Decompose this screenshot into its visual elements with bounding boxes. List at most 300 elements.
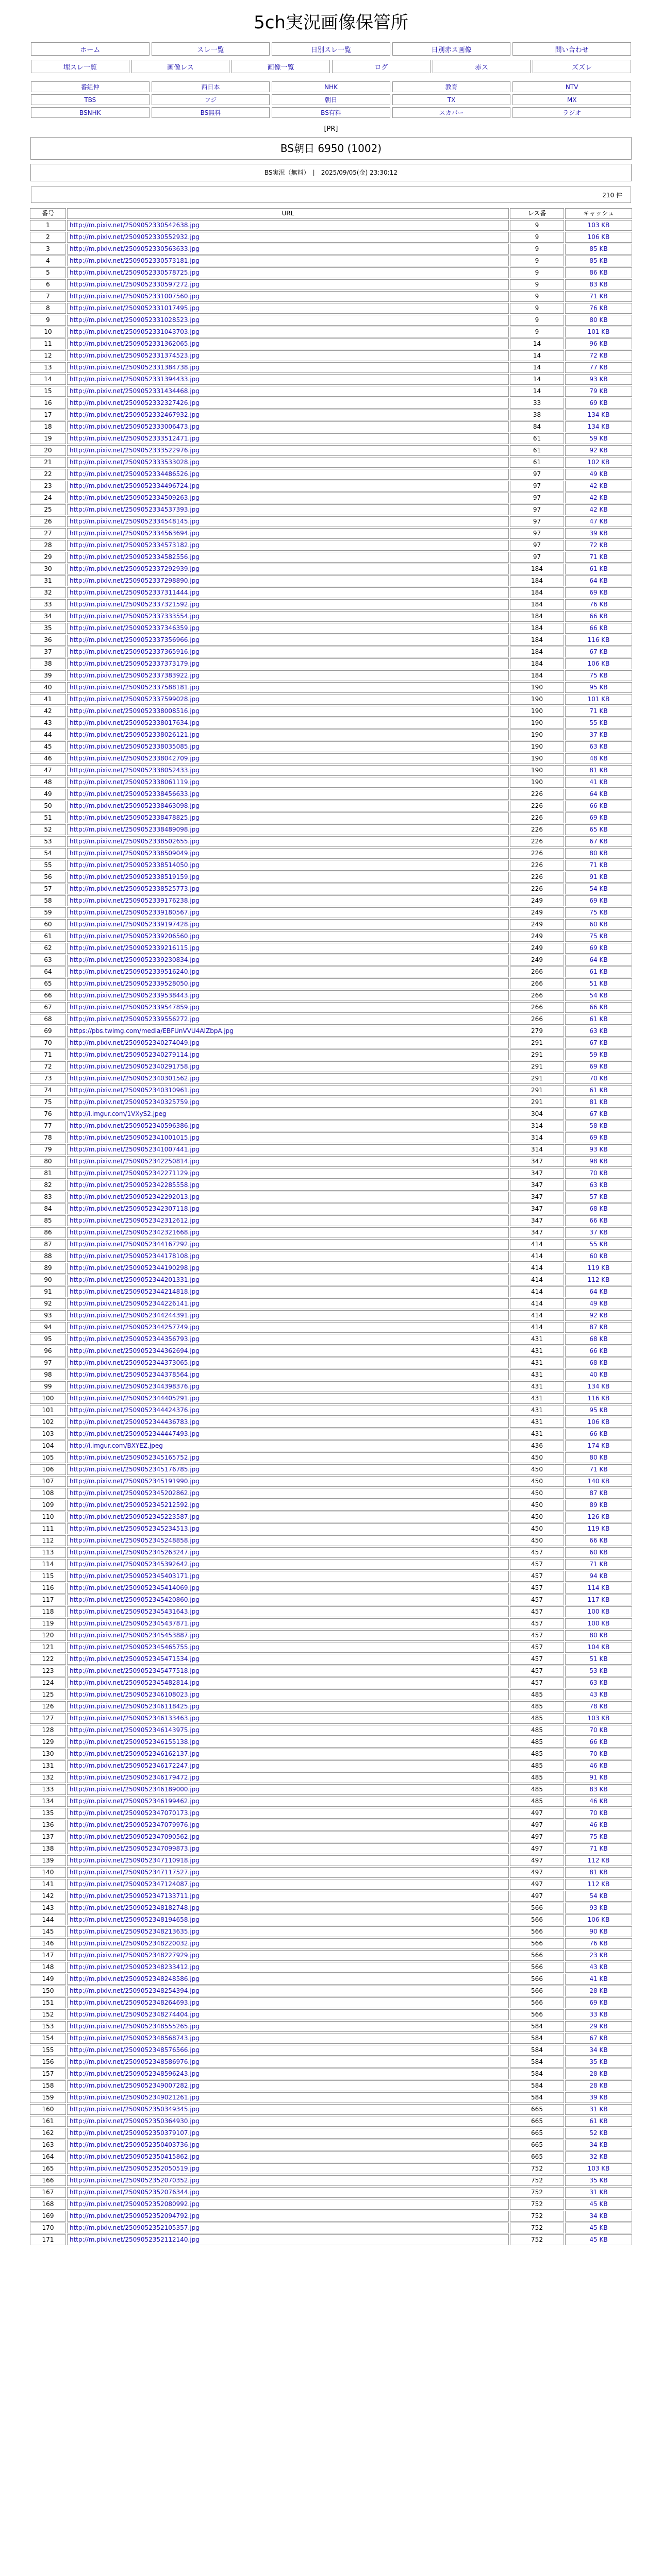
cache-link[interactable]: 49 KB: [589, 1300, 608, 1307]
cache-link[interactable]: 174 KB: [587, 1442, 610, 1449]
image-url-link[interactable]: http://m.pixiv.net/2509052330552932.jpg: [70, 233, 200, 241]
cache-link[interactable]: 55 KB: [589, 719, 608, 726]
cache-link[interactable]: 101 KB: [587, 696, 610, 703]
cache-link[interactable]: 61 KB: [589, 565, 608, 572]
cache-link[interactable]: 63 KB: [589, 743, 608, 750]
image-url-link[interactable]: http://m.pixiv.net/2509052339528050.jpg: [70, 980, 200, 987]
cache-link[interactable]: 77 KB: [589, 364, 608, 371]
image-url-link[interactable]: http://m.pixiv.net/2509052341001015.jpg: [70, 1134, 200, 1141]
board-link[interactable]: ラジオ: [562, 109, 582, 116]
cache-link[interactable]: 140 KB: [587, 1478, 610, 1485]
cache-link[interactable]: 54 KB: [589, 992, 608, 999]
image-url-link[interactable]: http://m.pixiv.net/2509052331362065.jpg: [70, 340, 200, 347]
cache-link[interactable]: 63 KB: [589, 1181, 608, 1189]
cache-link[interactable]: 37 KB: [589, 1229, 608, 1236]
cache-link[interactable]: 70 KB: [589, 1075, 608, 1082]
cache-link[interactable]: 66 KB: [589, 1004, 608, 1011]
cache-link[interactable]: 119 KB: [587, 1525, 610, 1532]
cache-link[interactable]: 81 KB: [589, 1869, 608, 1876]
cache-link[interactable]: 67 KB: [589, 838, 608, 845]
cache-link[interactable]: 89 KB: [589, 1501, 608, 1509]
image-url-link[interactable]: http://m.pixiv.net/2509052346143975.jpg: [70, 1726, 200, 1734]
board-link[interactable]: スカパー: [439, 109, 464, 116]
cache-link[interactable]: 75 KB: [589, 933, 608, 940]
cache-link[interactable]: 100 KB: [587, 1620, 610, 1627]
image-url-link[interactable]: http://m.pixiv.net/2509052347070173.jpg: [70, 1809, 200, 1817]
image-url-link[interactable]: http://m.pixiv.net/2509052346172247.jpg: [70, 1762, 200, 1769]
image-url-link[interactable]: http://m.pixiv.net/2509052338061119.jpg: [70, 778, 200, 786]
image-url-link[interactable]: http://m.pixiv.net/2509052338017634.jpg: [70, 719, 200, 726]
cache-link[interactable]: 23 KB: [589, 1952, 608, 1959]
cache-link[interactable]: 46 KB: [589, 1762, 608, 1769]
cache-link[interactable]: 95 KB: [589, 1406, 608, 1414]
image-url-link[interactable]: http://m.pixiv.net/2509052350415862.jpg: [70, 2153, 200, 2160]
cache-link[interactable]: 112 KB: [587, 1857, 610, 1864]
cache-link[interactable]: 42 KB: [589, 494, 608, 501]
image-url-link[interactable]: http://m.pixiv.net/2509052342312612.jpg: [70, 1217, 200, 1224]
image-url-link[interactable]: http://m.pixiv.net/2509052345212592.jpg: [70, 1501, 200, 1509]
cache-link[interactable]: 61 KB: [589, 2117, 608, 2125]
image-url-link[interactable]: http://m.pixiv.net/2509052331384738.jpg: [70, 364, 200, 371]
image-url-link[interactable]: http://m.pixiv.net/2509052334486526.jpg: [70, 470, 200, 478]
cache-link[interactable]: 106 KB: [587, 660, 610, 667]
image-url-link[interactable]: http://m.pixiv.net/2509052344201331.jpg: [70, 1276, 200, 1283]
cache-link[interactable]: 28 KB: [589, 1987, 608, 1994]
image-url-link[interactable]: http://m.pixiv.net/2509052345437871.jpg: [70, 1620, 200, 1627]
image-url-link[interactable]: http://m.pixiv.net/2509052347099873.jpg: [70, 1845, 200, 1852]
image-url-link[interactable]: http://m.pixiv.net/2509052339180567.jpg: [70, 909, 200, 916]
image-url-link[interactable]: http://m.pixiv.net/2509052347110918.jpg: [70, 1857, 200, 1864]
image-url-link[interactable]: http://m.pixiv.net/2509052339206560.jpg: [70, 933, 200, 940]
image-url-link[interactable]: http://m.pixiv.net/2509052331043703.jpg: [70, 328, 200, 335]
image-url-link[interactable]: http://m.pixiv.net/2509052348227929.jpg: [70, 1952, 200, 1959]
cache-link[interactable]: 35 KB: [589, 2058, 608, 2065]
image-url-link[interactable]: http://m.pixiv.net/2509052348555265.jpg: [70, 2023, 200, 2030]
image-url-link[interactable]: http://m.pixiv.net/2509052344378564.jpg: [70, 1371, 200, 1378]
cache-link[interactable]: 68 KB: [589, 1205, 608, 1212]
image-url-link[interactable]: http://m.pixiv.net/2509052347124087.jpg: [70, 1880, 200, 1888]
cache-link[interactable]: 46 KB: [589, 1821, 608, 1828]
cache-link[interactable]: 92 KB: [589, 1312, 608, 1319]
cache-link[interactable]: 116 KB: [587, 636, 610, 643]
image-url-link[interactable]: http://m.pixiv.net/2509052338519159.jpg: [70, 873, 200, 880]
cache-link[interactable]: 37 KB: [589, 731, 608, 738]
cache-link[interactable]: 72 KB: [589, 352, 608, 359]
board-link[interactable]: 番組仲: [80, 83, 100, 91]
image-url-link[interactable]: http://m.pixiv.net/2509052340291758.jpg: [70, 1063, 200, 1070]
cache-link[interactable]: 40 KB: [589, 1371, 608, 1378]
cache-link[interactable]: 85 KB: [589, 245, 608, 252]
image-url-link[interactable]: http://m.pixiv.net/2509052338502655.jpg: [70, 838, 200, 845]
cache-link[interactable]: 96 KB: [589, 340, 608, 347]
image-url-link[interactable]: http://m.pixiv.net/2509052339230834.jpg: [70, 956, 200, 963]
image-url-link[interactable]: http://m.pixiv.net/2509052346133463.jpg: [70, 1715, 200, 1722]
image-url-link[interactable]: http://m.pixiv.net/2509052331017495.jpg: [70, 304, 200, 312]
image-url-link[interactable]: http://m.pixiv.net/2509052339197428.jpg: [70, 921, 200, 928]
cache-link[interactable]: 106 KB: [587, 1418, 610, 1426]
cache-link[interactable]: 90 KB: [589, 1928, 608, 1935]
cache-link[interactable]: 69 KB: [589, 897, 608, 904]
cache-link[interactable]: 49 KB: [589, 470, 608, 478]
cache-link[interactable]: 66 KB: [589, 802, 608, 809]
cache-link[interactable]: 83 KB: [589, 281, 608, 288]
image-url-link[interactable]: http://m.pixiv.net/2509052348596243.jpg: [70, 2070, 200, 2077]
image-url-link[interactable]: http://m.pixiv.net/2509052342285558.jpg: [70, 1181, 200, 1189]
image-url-link[interactable]: http://m.pixiv.net/2509052346108023.jpg: [70, 1691, 200, 1698]
image-url-link[interactable]: http://m.pixiv.net/2509052344244391.jpg: [70, 1312, 200, 1319]
cache-link[interactable]: 41 KB: [589, 778, 608, 786]
cache-link[interactable]: 72 KB: [589, 541, 608, 549]
cache-link[interactable]: 104 KB: [587, 1643, 610, 1651]
image-url-link[interactable]: http://m.pixiv.net/2509052346155138.jpg: [70, 1738, 200, 1745]
image-url-link[interactable]: http://m.pixiv.net/2509052352080992.jpg: [70, 2200, 200, 2208]
cache-link[interactable]: 103 KB: [587, 1715, 610, 1722]
cache-link[interactable]: 48 KB: [589, 755, 608, 762]
image-url-link[interactable]: http://m.pixiv.net/2509052348233412.jpg: [70, 1963, 200, 1971]
cache-link[interactable]: 112 KB: [587, 1880, 610, 1888]
image-url-link[interactable]: http://m.pixiv.net/2509052345248858.jpg: [70, 1537, 200, 1544]
cache-link[interactable]: 39 KB: [589, 2094, 608, 2101]
cache-link[interactable]: 134 KB: [587, 423, 610, 430]
cache-link[interactable]: 80 KB: [589, 1632, 608, 1639]
image-url-link[interactable]: http://m.pixiv.net/2509052338509049.jpg: [70, 850, 200, 857]
image-url-link[interactable]: http://m.pixiv.net/2509052346162137.jpg: [70, 1750, 200, 1757]
image-url-link[interactable]: http://m.pixiv.net/2509052333006473.jpg: [70, 423, 200, 430]
image-url-link[interactable]: http://m.pixiv.net/2509052344436783.jpg: [70, 1418, 200, 1426]
image-url-link[interactable]: http://m.pixiv.net/2509052345392642.jpg: [70, 1561, 200, 1568]
image-url-link[interactable]: http://m.pixiv.net/2509052346179472.jpg: [70, 1774, 200, 1781]
image-url-link[interactable]: http://m.pixiv.net/2509052340310961.jpg: [70, 1087, 200, 1094]
board-link[interactable]: TBS: [84, 96, 96, 104]
cache-link[interactable]: 100 KB: [587, 1608, 610, 1615]
cache-link[interactable]: 33 KB: [589, 2011, 608, 2018]
cache-link[interactable]: 75 KB: [589, 909, 608, 916]
cache-link[interactable]: 103 KB: [587, 2165, 610, 2172]
image-url-link[interactable]: http://m.pixiv.net/2509052338525773.jpg: [70, 885, 200, 892]
cache-link[interactable]: 80 KB: [589, 850, 608, 857]
board-link[interactable]: 朝日: [324, 96, 337, 104]
cache-link[interactable]: 69 KB: [589, 944, 608, 952]
image-url-link[interactable]: http://m.pixiv.net/2509052338008516.jpg: [70, 707, 200, 715]
image-url-link[interactable]: http://m.pixiv.net/2509052334582556.jpg: [70, 553, 200, 561]
cache-link[interactable]: 57 KB: [589, 1193, 608, 1200]
image-url-link[interactable]: http://m.pixiv.net/2509052330542638.jpg: [70, 222, 200, 229]
image-url-link[interactable]: http://m.pixiv.net/2509052345223587.jpg: [70, 1513, 200, 1520]
cache-link[interactable]: 71 KB: [589, 553, 608, 561]
nav-link[interactable]: 赤ス: [474, 63, 488, 72]
cache-link[interactable]: 69 KB: [589, 399, 608, 406]
image-url-link[interactable]: http://m.pixiv.net/2509052346199462.jpg: [70, 1798, 200, 1805]
cache-link[interactable]: 66 KB: [589, 1217, 608, 1224]
cache-link[interactable]: 102 KB: [587, 459, 610, 466]
image-url-link[interactable]: http://i.imgur.com/BXYEZ.jpeg: [70, 1442, 163, 1449]
image-url-link[interactable]: http://m.pixiv.net/2509052338456633.jpg: [70, 790, 200, 798]
cache-link[interactable]: 114 KB: [587, 1584, 610, 1591]
image-url-link[interactable]: http://m.pixiv.net/2509052341007441.jpg: [70, 1146, 200, 1153]
image-url-link[interactable]: http://m.pixiv.net/2509052345453887.jpg: [70, 1632, 200, 1639]
cache-link[interactable]: 69 KB: [589, 814, 608, 821]
cache-link[interactable]: 34 KB: [589, 2046, 608, 2054]
cache-link[interactable]: 42 KB: [589, 506, 608, 513]
cache-link[interactable]: 42 KB: [589, 482, 608, 489]
image-url-link[interactable]: http://m.pixiv.net/2509052338478825.jpg: [70, 814, 200, 821]
image-url-link[interactable]: http://m.pixiv.net/2509052344373065.jpg: [70, 1359, 200, 1366]
cache-link[interactable]: 91 KB: [589, 873, 608, 880]
cache-link[interactable]: 58 KB: [589, 1122, 608, 1129]
cache-link[interactable]: 29 KB: [589, 2023, 608, 2030]
image-url-link[interactable]: http://m.pixiv.net/2509052330573181.jpg: [70, 257, 200, 264]
image-url-link[interactable]: http://m.pixiv.net/2509052345420860.jpg: [70, 1596, 200, 1603]
image-url-link[interactable]: http://m.pixiv.net/2509052352076344.jpg: [70, 2189, 200, 2196]
cache-link[interactable]: 54 KB: [589, 885, 608, 892]
image-url-link[interactable]: http://m.pixiv.net/2509052337321592.jpg: [70, 601, 200, 608]
cache-link[interactable]: 76 KB: [589, 1940, 608, 1947]
cache-link[interactable]: 75 KB: [589, 672, 608, 679]
image-url-link[interactable]: http://m.pixiv.net/2509052345414069.jpg: [70, 1584, 200, 1591]
image-url-link[interactable]: http://m.pixiv.net/2509052344178108.jpg: [70, 1252, 200, 1260]
nav-link[interactable]: 埋スレ一覧: [63, 63, 97, 72]
cache-link[interactable]: 65 KB: [589, 826, 608, 833]
board-link[interactable]: フジ: [204, 96, 217, 104]
image-url-link[interactable]: http://m.pixiv.net/2509052337311444.jpg: [70, 589, 200, 596]
image-url-link[interactable]: http://m.pixiv.net/2509052350349345.jpg: [70, 2106, 200, 2113]
cache-link[interactable]: 61 KB: [589, 1015, 608, 1023]
cache-link[interactable]: 106 KB: [587, 233, 610, 241]
image-url-link[interactable]: http://m.pixiv.net/2509052346189000.jpg: [70, 1786, 200, 1793]
image-url-link[interactable]: http://m.pixiv.net/2509052344167292.jpg: [70, 1241, 200, 1248]
cache-link[interactable]: 106 KB: [587, 1916, 610, 1923]
cache-link[interactable]: 116 KB: [587, 1395, 610, 1402]
image-url-link[interactable]: http://m.pixiv.net/2509052345202862.jpg: [70, 1489, 200, 1497]
cache-link[interactable]: 76 KB: [589, 304, 608, 312]
image-url-link[interactable]: http://m.pixiv.net/2509052334509263.jpg: [70, 494, 200, 501]
image-url-link[interactable]: http://m.pixiv.net/2509052331374523.jpg: [70, 352, 200, 359]
cache-link[interactable]: 101 KB: [587, 328, 610, 335]
image-url-link[interactable]: http://m.pixiv.net/2509052348586976.jpg: [70, 2058, 200, 2065]
image-url-link[interactable]: http://m.pixiv.net/2509052347117527.jpg: [70, 1869, 200, 1876]
image-url-link[interactable]: http://m.pixiv.net/2509052348274404.jpg: [70, 2011, 200, 2018]
cache-link[interactable]: 64 KB: [589, 956, 608, 963]
image-url-link[interactable]: http://m.pixiv.net/2509052338042709.jpg: [70, 755, 200, 762]
image-url-link[interactable]: http://m.pixiv.net/2509052348264693.jpg: [70, 1999, 200, 2006]
cache-link[interactable]: 103 KB: [587, 222, 610, 229]
cache-link[interactable]: 69 KB: [589, 1999, 608, 2006]
cache-link[interactable]: 81 KB: [589, 1098, 608, 1106]
cache-link[interactable]: 70 KB: [589, 1750, 608, 1757]
cache-link[interactable]: 61 KB: [589, 968, 608, 975]
cache-link[interactable]: 71 KB: [589, 1845, 608, 1852]
image-url-link[interactable]: http://m.pixiv.net/2509052330597272.jpg: [70, 281, 200, 288]
cache-link[interactable]: 79 KB: [589, 387, 608, 395]
image-url-link[interactable]: http://m.pixiv.net/2509052344190298.jpg: [70, 1264, 200, 1272]
cache-link[interactable]: 70 KB: [589, 1170, 608, 1177]
cache-link[interactable]: 69 KB: [589, 589, 608, 596]
image-url-link[interactable]: http://m.pixiv.net/2509052345263247.jpg: [70, 1549, 200, 1556]
image-url-link[interactable]: http://m.pixiv.net/2509052346118425.jpg: [70, 1703, 200, 1710]
image-url-link[interactable]: http://m.pixiv.net/2509052330578725.jpg: [70, 269, 200, 276]
cache-link[interactable]: 59 KB: [589, 435, 608, 442]
cache-link[interactable]: 83 KB: [589, 1786, 608, 1793]
cache-link[interactable]: 66 KB: [589, 1537, 608, 1544]
cache-link[interactable]: 68 KB: [589, 1359, 608, 1366]
nav-link[interactable]: 日別赤ス画像: [431, 46, 472, 54]
image-url-link[interactable]: http://m.pixiv.net/2509052334496724.jpg: [70, 482, 200, 489]
image-url-link[interactable]: http://m.pixiv.net/2509052340596386.jpg: [70, 1122, 200, 1129]
image-url-link[interactable]: http://m.pixiv.net/2509052345477518.jpg: [70, 1667, 200, 1674]
image-url-link[interactable]: http://m.pixiv.net/2509052342292013.jpg: [70, 1193, 200, 1200]
image-url-link[interactable]: http://m.pixiv.net/2509052337356966.jpg: [70, 636, 200, 643]
cache-link[interactable]: 43 KB: [589, 1963, 608, 1971]
cache-link[interactable]: 66 KB: [589, 1738, 608, 1745]
cache-link[interactable]: 31 KB: [589, 2106, 608, 2113]
cache-link[interactable]: 45 KB: [589, 2200, 608, 2208]
image-url-link[interactable]: http://m.pixiv.net/2509052342271129.jpg: [70, 1170, 200, 1177]
image-url-link[interactable]: http://m.pixiv.net/2509052348182748.jpg: [70, 1904, 200, 1911]
cache-link[interactable]: 80 KB: [589, 1454, 608, 1461]
image-url-link[interactable]: http://m.pixiv.net/2509052337298890.jpg: [70, 577, 200, 584]
cache-link[interactable]: 92 KB: [589, 447, 608, 454]
image-url-link[interactable]: http://m.pixiv.net/2509052352070352.jpg: [70, 2177, 200, 2184]
image-url-link[interactable]: http://m.pixiv.net/2509052347079976.jpg: [70, 1821, 200, 1828]
image-url-link[interactable]: http://m.pixiv.net/2509052338052433.jpg: [70, 767, 200, 774]
image-url-link[interactable]: http://m.pixiv.net/2509052337588181.jpg: [70, 684, 200, 691]
cache-link[interactable]: 43 KB: [589, 1691, 608, 1698]
cache-link[interactable]: 28 KB: [589, 2082, 608, 2089]
image-url-link[interactable]: http://m.pixiv.net/2509052344405291.jpg: [70, 1395, 200, 1402]
image-url-link[interactable]: http://m.pixiv.net/2509052331007560.jpg: [70, 293, 200, 300]
image-url-link[interactable]: http://m.pixiv.net/2509052345465755.jpg: [70, 1643, 200, 1651]
image-url-link[interactable]: http://m.pixiv.net/2509052337333554.jpg: [70, 613, 200, 620]
cache-link[interactable]: 64 KB: [589, 577, 608, 584]
image-url-link[interactable]: http://m.pixiv.net/2509052352105357.jpg: [70, 2224, 200, 2231]
nav-link[interactable]: ズズレ: [572, 63, 592, 72]
image-url-link[interactable]: http://m.pixiv.net/2509052338026121.jpg: [70, 731, 200, 738]
image-url-link[interactable]: http://m.pixiv.net/2509052337383922.jpg: [70, 672, 200, 679]
image-url-link[interactable]: http://m.pixiv.net/2509052334563694.jpg: [70, 530, 200, 537]
nav-link[interactable]: 問い合わせ: [555, 46, 589, 54]
image-url-link[interactable]: http://m.pixiv.net/2509052332327426.jpg: [70, 399, 200, 406]
cache-link[interactable]: 68 KB: [589, 1335, 608, 1343]
cache-link[interactable]: 71 KB: [589, 293, 608, 300]
cache-link[interactable]: 60 KB: [589, 921, 608, 928]
board-link[interactable]: BS有料: [321, 109, 341, 116]
cache-link[interactable]: 64 KB: [589, 1288, 608, 1295]
cache-link[interactable]: 93 KB: [589, 376, 608, 383]
cache-link[interactable]: 66 KB: [589, 1430, 608, 1437]
image-url-link[interactable]: http://m.pixiv.net/2509052345191990.jpg: [70, 1478, 200, 1485]
image-url-link[interactable]: http://m.pixiv.net/2509052348248586.jpg: [70, 1975, 200, 1982]
cache-link[interactable]: 71 KB: [589, 1561, 608, 1568]
image-url-link[interactable]: http://m.pixiv.net/2509052347090562.jpg: [70, 1833, 200, 1840]
nav-link[interactable]: ホーム: [80, 46, 101, 54]
image-url-link[interactable]: http://m.pixiv.net/2509052339176238.jpg: [70, 897, 200, 904]
image-url-link[interactable]: http://m.pixiv.net/2509052344356793.jpg: [70, 1335, 200, 1343]
cache-link[interactable]: 55 KB: [589, 1241, 608, 1248]
image-url-link[interactable]: http://m.pixiv.net/2509052338035085.jpg: [70, 743, 200, 750]
image-url-link[interactable]: http://m.pixiv.net/2509052342250814.jpg: [70, 1158, 200, 1165]
image-url-link[interactable]: http://m.pixiv.net/2509052348194658.jpg: [70, 1916, 200, 1923]
cache-link[interactable]: 45 KB: [589, 2236, 608, 2243]
nav-link[interactable]: 日別スレ一覧: [310, 46, 351, 54]
cache-link[interactable]: 67 KB: [589, 648, 608, 655]
cache-link[interactable]: 70 KB: [589, 1809, 608, 1817]
cache-link[interactable]: 71 KB: [589, 861, 608, 869]
cache-link[interactable]: 67 KB: [589, 2035, 608, 2042]
cache-link[interactable]: 75 KB: [589, 1833, 608, 1840]
cache-link[interactable]: 35 KB: [589, 2177, 608, 2184]
cache-link[interactable]: 53 KB: [589, 1667, 608, 1674]
image-url-link[interactable]: http://m.pixiv.net/2509052339216115.jpg: [70, 944, 200, 952]
image-url-link[interactable]: http://m.pixiv.net/2509052337599028.jpg: [70, 696, 200, 703]
image-url-link[interactable]: http://i.imgur.com/1VXyS2.jpeg: [70, 1110, 167, 1117]
cache-link[interactable]: 80 KB: [589, 316, 608, 324]
board-link[interactable]: BS無料: [200, 109, 221, 116]
image-url-link[interactable]: http://m.pixiv.net/2509052339556272.jpg: [70, 1015, 200, 1023]
cache-link[interactable]: 66 KB: [589, 613, 608, 620]
cache-link[interactable]: 93 KB: [589, 1146, 608, 1153]
cache-link[interactable]: 86 KB: [589, 269, 608, 276]
image-url-link[interactable]: http://m.pixiv.net/2509052350403736.jpg: [70, 2141, 200, 2148]
board-link[interactable]: NHK: [324, 83, 338, 91]
cache-link[interactable]: 126 KB: [587, 1513, 610, 1520]
cache-link[interactable]: 70 KB: [589, 1726, 608, 1734]
board-link[interactable]: BSNHK: [79, 109, 101, 116]
cache-link[interactable]: 28 KB: [589, 2070, 608, 2077]
cache-link[interactable]: 45 KB: [589, 2224, 608, 2231]
image-url-link[interactable]: http://m.pixiv.net/2509052352094792.jpg: [70, 2212, 200, 2219]
image-url-link[interactable]: http://m.pixiv.net/2509052340301562.jpg: [70, 1075, 200, 1082]
cache-link[interactable]: 46 KB: [589, 1798, 608, 1805]
image-url-link[interactable]: http://m.pixiv.net/2509052337373179.jpg: [70, 660, 200, 667]
cache-link[interactable]: 71 KB: [589, 707, 608, 715]
image-url-link[interactable]: http://m.pixiv.net/2509052345176785.jpg: [70, 1466, 200, 1473]
image-url-link[interactable]: http://m.pixiv.net/2509052344257749.jpg: [70, 1324, 200, 1331]
cache-link[interactable]: 34 KB: [589, 2212, 608, 2219]
image-url-link[interactable]: http://m.pixiv.net/2509052345482814.jpg: [70, 1679, 200, 1686]
cache-link[interactable]: 61 KB: [589, 1087, 608, 1094]
image-url-link[interactable]: http://m.pixiv.net/2509052338514050.jpg: [70, 861, 200, 869]
image-url-link[interactable]: http://m.pixiv.net/2509052337346359.jpg: [70, 624, 200, 632]
image-url-link[interactable]: http://m.pixiv.net/2509052345234513.jpg: [70, 1525, 200, 1532]
image-url-link[interactable]: http://m.pixiv.net/2509052344226141.jpg: [70, 1300, 200, 1307]
image-url-link[interactable]: http://m.pixiv.net/2509052337365916.jpg: [70, 648, 200, 655]
cache-link[interactable]: 63 KB: [589, 1679, 608, 1686]
cache-link[interactable]: 51 KB: [589, 1655, 608, 1663]
cache-link[interactable]: 41 KB: [589, 1975, 608, 1982]
image-url-link[interactable]: http://m.pixiv.net/2509052348220032.jpg: [70, 1940, 200, 1947]
image-url-link[interactable]: http://m.pixiv.net/2509052339516240.jpg: [70, 968, 200, 975]
image-url-link[interactable]: http://m.pixiv.net/2509052348254394.jpg: [70, 1987, 200, 1994]
image-url-link[interactable]: http://m.pixiv.net/2509052342321668.jpg: [70, 1229, 200, 1236]
cache-link[interactable]: 39 KB: [589, 530, 608, 537]
nav-link[interactable]: 画像一覧: [267, 63, 294, 72]
image-url-link[interactable]: http://m.pixiv.net/2509052342307118.jpg: [70, 1205, 200, 1212]
cache-link[interactable]: 60 KB: [589, 1549, 608, 1556]
image-url-link[interactable]: http://m.pixiv.net/2509052349021261.jpg: [70, 2094, 200, 2101]
nav-link[interactable]: ログ: [374, 63, 388, 72]
image-url-link[interactable]: http://m.pixiv.net/2509052345165752.jpg: [70, 1454, 200, 1461]
image-url-link[interactable]: http://m.pixiv.net/2509052333512471.jpg: [70, 435, 200, 442]
image-url-link[interactable]: http://m.pixiv.net/2509052344362694.jpg: [70, 1347, 200, 1354]
image-url-link[interactable]: http://m.pixiv.net/2509052340279114.jpg: [70, 1051, 200, 1058]
image-url-link[interactable]: http://m.pixiv.net/2509052352050519.jpg: [70, 2165, 200, 2172]
cache-link[interactable]: 69 KB: [589, 1063, 608, 1070]
image-url-link[interactable]: http://m.pixiv.net/2509052349007282.jpg: [70, 2082, 200, 2089]
image-url-link[interactable]: http://m.pixiv.net/2509052333533028.jpg: [70, 459, 200, 466]
board-link[interactable]: 西日本: [201, 83, 220, 91]
board-link[interactable]: 教育: [445, 83, 458, 91]
image-url-link[interactable]: http://m.pixiv.net/2509052344447493.jpg: [70, 1430, 200, 1437]
